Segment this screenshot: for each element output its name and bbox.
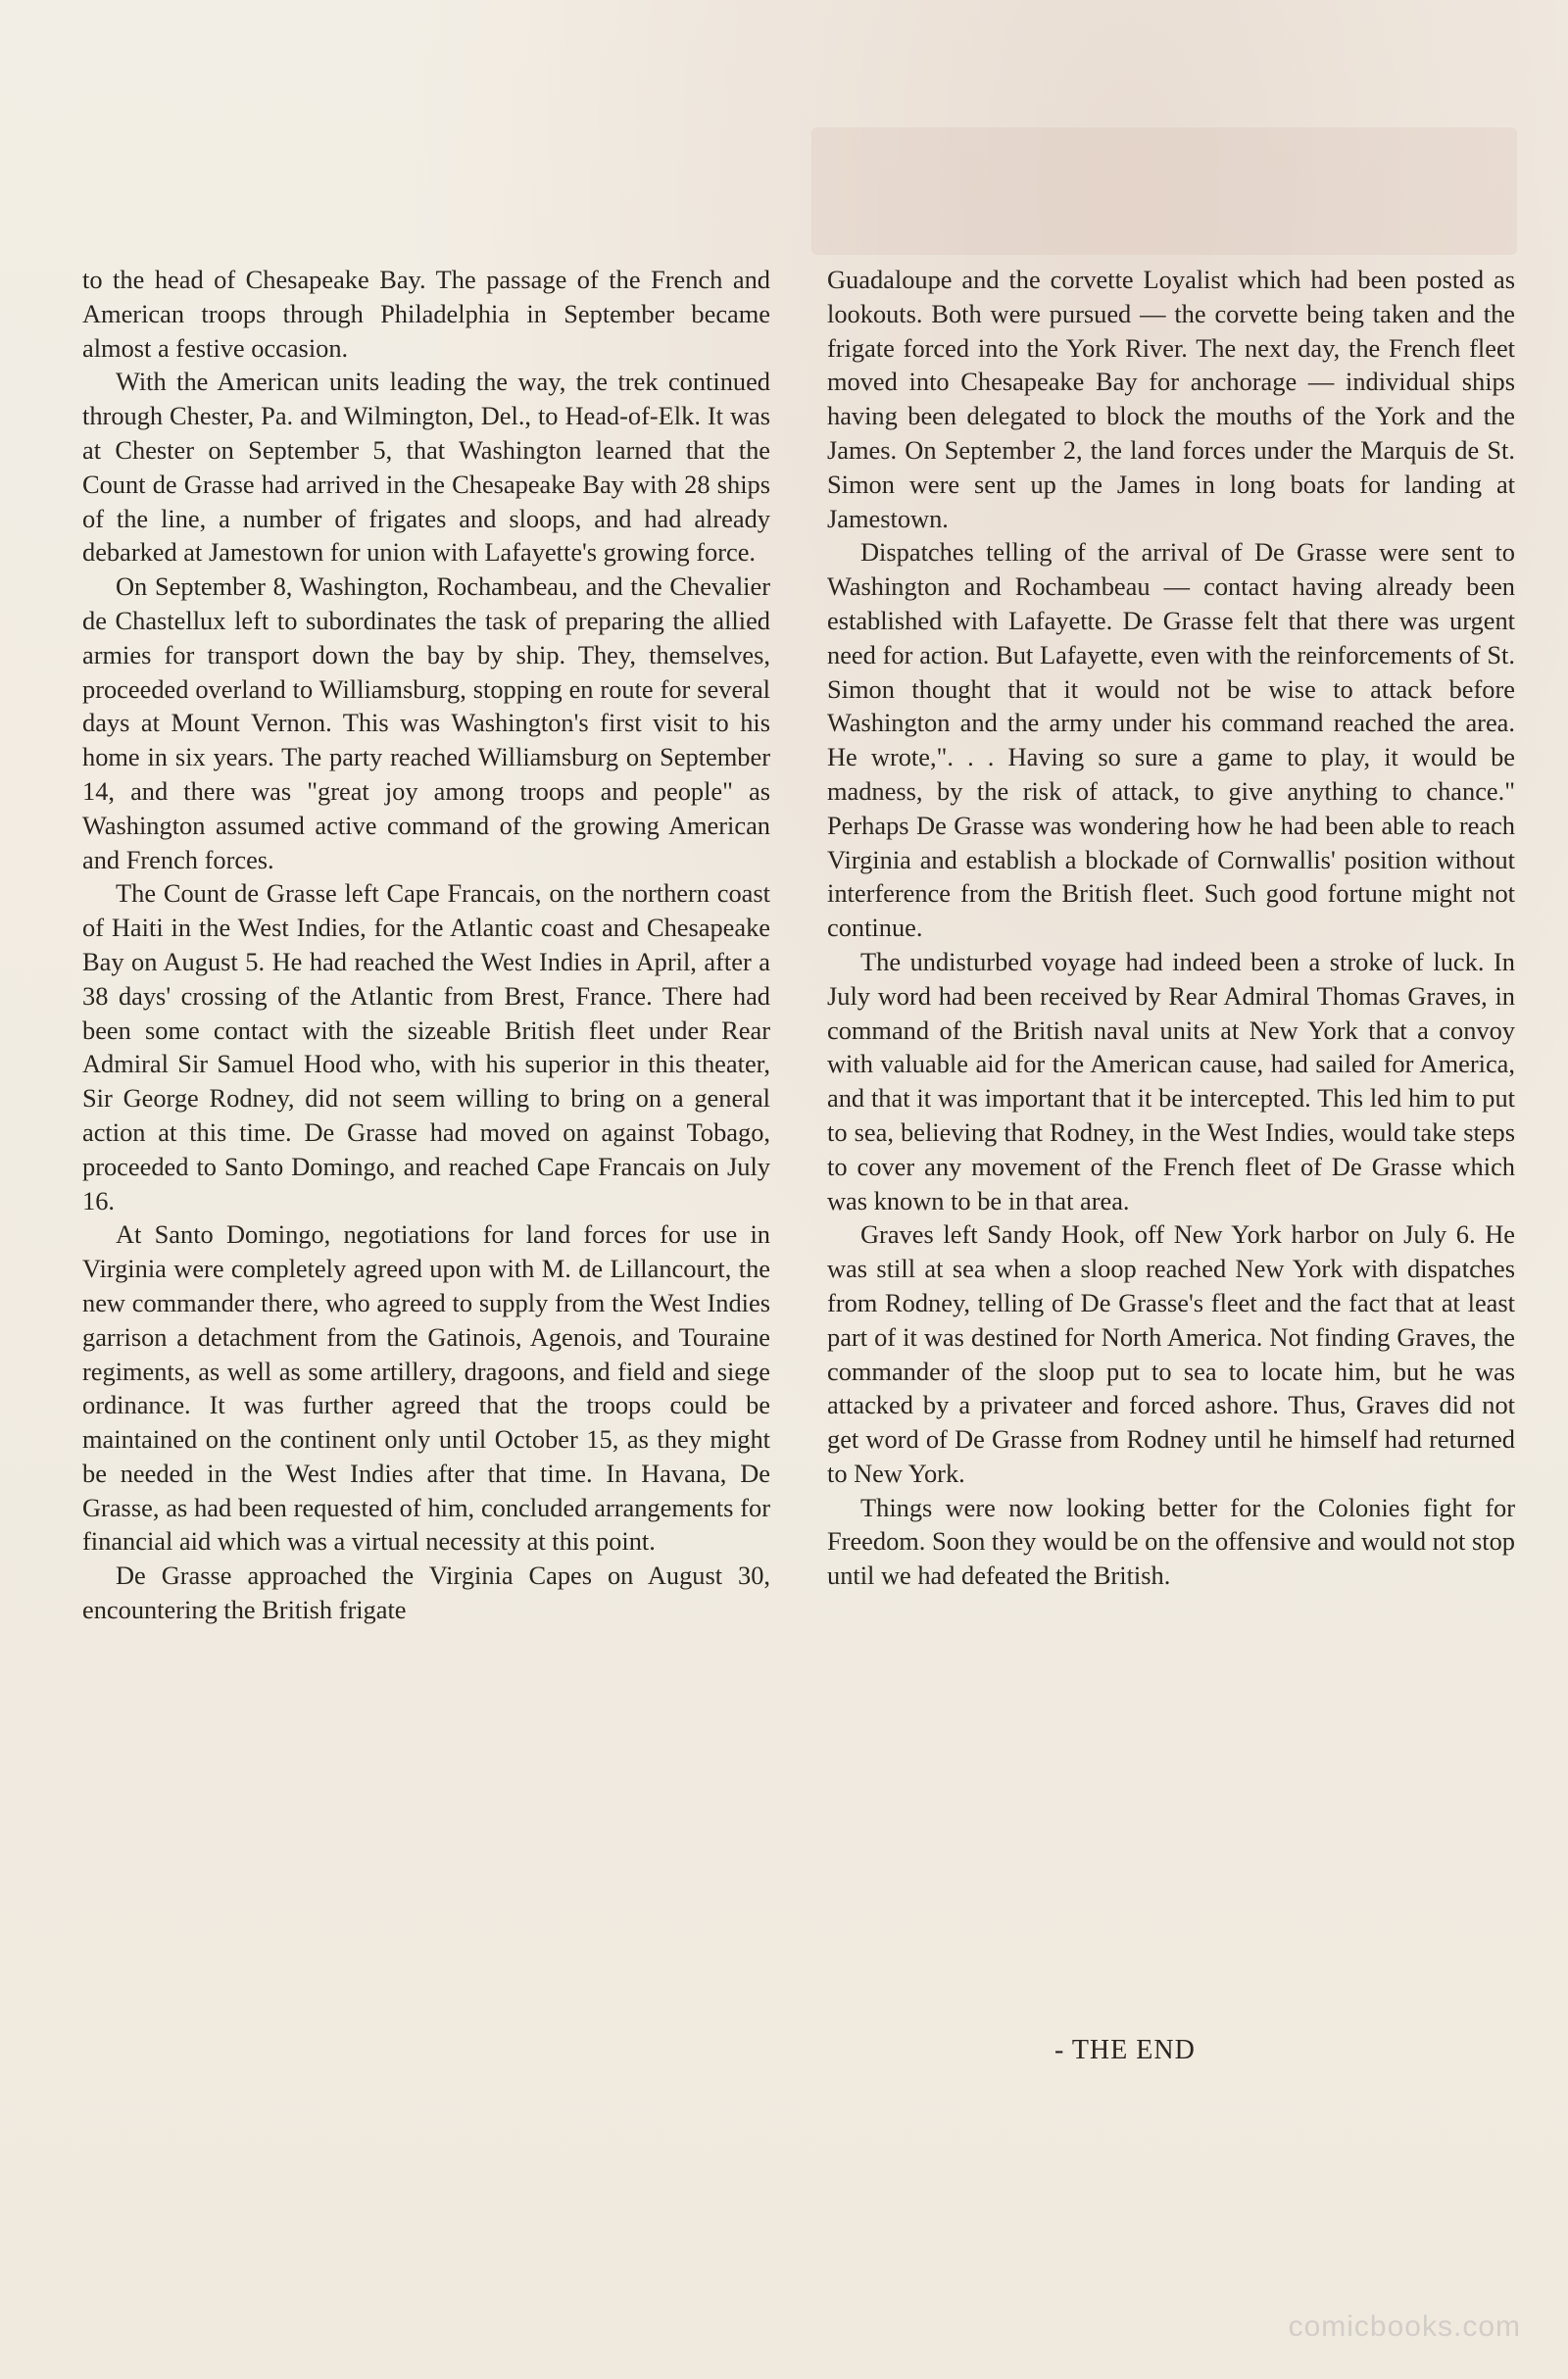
paragraph: At Santo Domingo, negotiations for land forces for use in Virginia were completely agreed upon with M. de Lillancourt, the new commander there, who agreed to supply from the West Indies garrison a detachment from the Gatinois, Agenois, and Touraine regiments, as well as some artillery, dragoons, and field and siege ordinance. It was further agreed that the troops could be maintained on the continent only until October 15, as they might be needed in the West Indies after that time. In Havana, De Grasse, as had been requested of him, concluded arrangements for financial aid which was a virtual necessity at this point. <box>82 1219 770 1557</box>
paragraph: De Grasse approached the Virginia Capes on August 30, encountering the British frigate <box>82 1561 770 1625</box>
paragraph: Graves left Sandy Hook, off New York harbor on July 6. He was still at sea when a sloop reached New York with dispatches from Rodney, telling of De Grasse's fleet and the fact that at least part of it was destined for North America. Not finding Graves, the commander of the sloop put to sea to locate him, but he was attacked by a privateer and forced ashore. Thus, Graves did not get word of De Grasse from Rodney until he himself had returned to New York. <box>827 1219 1515 1488</box>
paragraph: Things were now looking better for the Colonies fight for Freedom. Soon they would be on the offensive and would not stop until we had defeated the British. <box>827 1492 1515 1591</box>
right-text-column <box>827 263 1515 1593</box>
site-watermark: comicbooks.com <box>1288 2310 1521 2343</box>
paragraph: The Count de Grasse left Cape Francais, on the northern coast of Haiti in the West Indies, for the Atlantic coast and Chesapeake Bay on August 5. He had reached the West Indies in April, after a 38 days' crossing of the Atlantic from Brest, France. There had been some contact with the sizeable British fleet under Rear Admiral Sir Samuel Hood who, with his superior in this theater, Sir George Rodney, did not seem willing to bring on a general action at this time. De Grasse had moved on against Tobago, proceeded to Santo Domingo, and reached Cape Francais on July 16. <box>82 878 770 1215</box>
the-end-label: - THE END <box>1054 2035 1196 2065</box>
paragraph: With the American units leading the way, the trek continued through Chester, Pa. and Wilmington, Del., to Head-of-Elk. It was at Chester on September 5, that Washington learned that the Count de Grasse had arrived in the Chesapeake Bay with 28 ships of the line, a number of frigates and sloops, and had already debarked at Jamestown for union with Lafayette's growing force. <box>82 367 770 568</box>
paragraph: to the head of Chesapeake Bay. The passage of the French and American troops through Philadelphia in September became almost a festive occasion. <box>82 265 770 363</box>
paragraph: On September 8, Washington, Rochambeau, and the Chevalier de Chastellux left to subordinates the task of preparing the allied armies for transport down the bay by ship. They, themselves, proceeded overland to Williamsburg, stopping en route for several days at Mount Vernon. This was Washington's first visit to his home in six years. The party reached Williamsburg on September 14, and there was "great joy among troops and people" as Washington assumed active command of the growing American and French forces. <box>82 571 770 874</box>
left-text-column <box>82 263 770 1627</box>
paragraph: Guadaloupe and the corvette Loyalist which had been posted as lookouts. Both were pursued — the corvette being taken and the frigate forced into the York River. The next day, the French fleet moved into Chesapeake Bay for anchorage — individual ships having been delegated to block the mouths of the York and the James. On September 2, the land forces under the Marquis de St. Simon were sent up the James in long boats for landing at Jamestown. <box>827 265 1515 533</box>
paragraph: Dispatches telling of the arrival of De Grasse were sent to Washington and Rochambeau — contact having already been established with Lafayette. De Grasse felt that there was urgent need for action. But Lafayette, even with the reinforcements of St. Simon thought that it would not be wise to attack before Washington and the army under his command reached the area. He wrote,". . . Having so sure a game to play, it would be madness, by the risk of attack, to give anything to chance." Perhaps De Grasse was wondering how he had been able to reach Virginia and establish a blockade of Cornwallis' position without interference from the British fleet. Such good fortune might not continue. <box>827 537 1515 943</box>
paragraph: The undisturbed voyage had indeed been a stroke of luck. In July word had been received by Rear Admiral Thomas Graves, in command of the British naval units at New York that a convoy with valuable aid for the American cause, had sailed for America, and that it was important that it be intercepted. This led him to put to sea, believing that Rodney, in the West Indies, would take steps to cover any movement of the French fleet of De Grasse which was known to be in that area. <box>827 946 1515 1215</box>
bleed-through-panel <box>811 127 1517 255</box>
